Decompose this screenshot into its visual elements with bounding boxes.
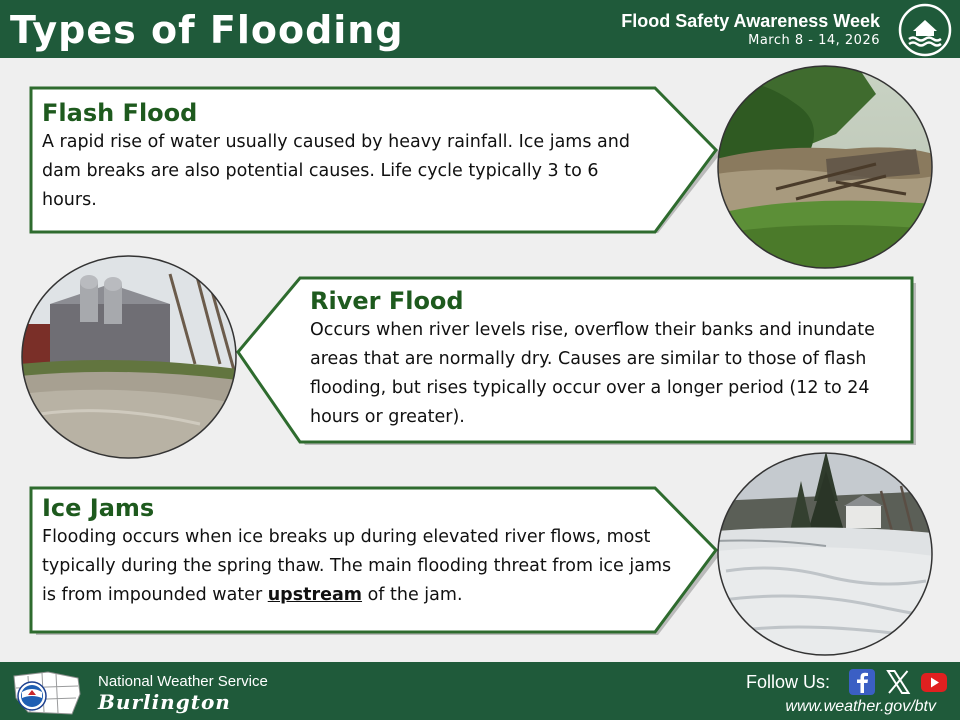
ice-jams-body [42,523,682,610]
flash-flood-body: A rapid rise of water usually caused by heavy rainfall. Ice jams and dam breaks are also potential causes. Life cycle typically 3 to 6 hours. [42,132,630,210]
river-flood-body: Occurs when river levels rise, overflow their banks and inundate areas that are normally dry. Causes are similar to those of flash flooding, but rises typically occur over a longer period (12 to 24 hours or greater). [310,320,875,427]
office-name: Burlington [98,690,231,714]
ice-jams-photo [716,451,934,657]
flash-flood-title: Flash Flood [42,99,198,127]
facebook-icon[interactable] [848,668,876,696]
ice-jams-body-after: of the jam. [362,585,463,605]
event-dates: March 8 - 14, 2026 [748,33,880,48]
ice-jams-title: Ice Jams [42,494,155,522]
river-flood-title: River Flood [310,287,464,315]
ice-jams-body-emphasis: upstream [267,585,363,605]
youtube-icon[interactable] [920,668,948,696]
ice-jams-body-before: Flooding occurs when ice breaks up during elevated river flows, most typically during the spring thaw. The main flooding threat from ice jams is from impounded water [42,527,672,605]
ice-jams-section [42,493,682,610]
x-icon[interactable] [884,668,912,696]
page-title: Types of Flooding [10,8,404,52]
nws-logo-icon [8,668,84,718]
website-link[interactable]: www.weather.gov/btv [785,698,936,715]
event-name: Flood Safety Awareness Week [621,11,880,31]
agency-name: National Weather Service [98,673,268,690]
follow-us-label: Follow Us: [746,672,831,692]
